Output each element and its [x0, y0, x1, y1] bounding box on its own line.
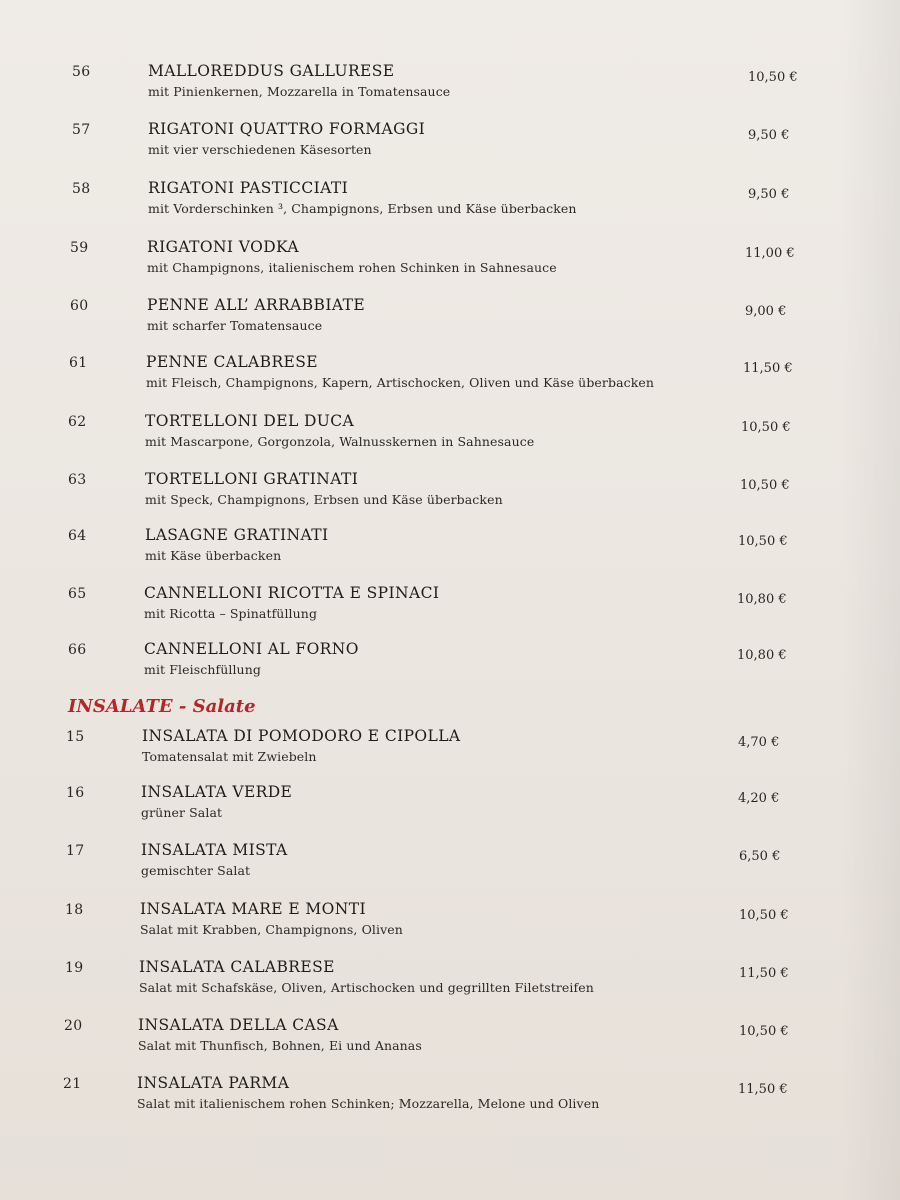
item-name: PENNE CALABRESE — [146, 353, 318, 371]
item-number: 61 — [69, 355, 88, 371]
item-description: Salat mit Schafskäse, Oliven, Artischocken und gegrillten Filetstreifen — [139, 980, 594, 995]
menu-item — [0, 296, 900, 344]
menu-item — [0, 1074, 900, 1122]
item-name: INSALATA VERDE — [141, 783, 293, 801]
item-price: 11,50 € — [738, 1082, 788, 1097]
item-price: 4,20 € — [738, 791, 780, 806]
item-price: 10,50 € — [748, 70, 798, 85]
item-name: LASAGNE GRATINATI — [145, 526, 329, 544]
item-number: 66 — [68, 642, 87, 658]
menu-item — [0, 120, 900, 168]
item-name: RIGATONI VODKA — [147, 238, 299, 256]
item-name: CANNELLONI AL FORNO — [144, 640, 359, 658]
item-price: 10,50 € — [739, 1024, 789, 1039]
item-number: 18 — [65, 902, 84, 918]
item-number: 56 — [72, 64, 91, 80]
item-name: INSALATA PARMA — [137, 1074, 290, 1092]
menu-item — [0, 783, 900, 831]
item-name: CANNELLONI RICOTTA E SPINACI — [144, 584, 440, 602]
item-price: 11,50 € — [739, 966, 789, 981]
item-description: Tomatensalat mit Zwiebeln — [142, 749, 317, 764]
item-name: INSALATA DELLA CASA — [138, 1016, 339, 1034]
item-number: 57 — [72, 122, 91, 138]
item-price: 10,50 € — [738, 534, 788, 549]
menu-item — [0, 412, 900, 460]
item-price: 9,00 € — [745, 304, 787, 319]
item-number: 63 — [68, 472, 87, 488]
item-name: RIGATONI QUATTRO FORMAGGI — [148, 120, 426, 138]
menu-item — [0, 179, 900, 227]
item-number: 17 — [66, 843, 85, 859]
menu-item — [0, 727, 900, 775]
item-description: mit Fleisch, Champignons, Kapern, Artischocken, Oliven und Käse überbacken — [146, 375, 655, 390]
menu-item — [0, 470, 900, 518]
menu-item — [0, 526, 900, 574]
item-description: gemischter Salat — [141, 863, 251, 878]
item-price: 6,50 € — [739, 849, 781, 864]
item-description: mit Mascarpone, Gorgonzola, Walnusskernen in Sahnesauce — [145, 434, 535, 449]
item-description: mit Champignons, italienischem rohen Schinken in Sahnesauce — [147, 260, 557, 275]
menu-item — [0, 1016, 900, 1064]
item-number: 62 — [68, 414, 87, 430]
item-price: 11,50 € — [743, 361, 793, 376]
item-description: mit Vorderschinken ³, Champignons, Erbsen und Käse überbacken — [148, 201, 577, 216]
item-number: 64 — [68, 528, 87, 544]
item-price: 4,70 € — [738, 735, 780, 750]
item-name: RIGATONI PASTICCIATI — [148, 179, 349, 197]
menu-item — [0, 238, 900, 286]
item-number: 15 — [66, 729, 85, 745]
item-description: mit Käse überbacken — [145, 548, 282, 563]
item-price: 10,50 € — [740, 478, 790, 493]
item-description: Salat mit Thunfisch, Bohnen, Ei und Ananas — [138, 1038, 422, 1053]
item-name: PENNE ALL’ ARRABBIATE — [147, 296, 366, 314]
item-description: mit vier verschiedenen Käsesorten — [148, 142, 372, 157]
item-name: TORTELLONI GRATINATI — [145, 470, 359, 488]
item-price: 10,50 € — [739, 908, 789, 923]
item-number: 65 — [68, 586, 87, 602]
item-price: 10,50 € — [741, 420, 791, 435]
item-name: INSALATA DI POMODORO E CIPOLLA — [142, 727, 461, 745]
section-title: INSALATE - Salate — [68, 696, 256, 717]
item-price: 9,50 € — [748, 128, 790, 143]
item-number: 58 — [72, 181, 91, 197]
item-price: 9,50 € — [748, 187, 790, 202]
item-number: 60 — [70, 298, 89, 314]
item-description: Salat mit italienischem rohen Schinken; Mozzarella, Melone und Oliven — [137, 1096, 600, 1111]
item-description: grüner Salat — [141, 805, 223, 820]
item-number: 21 — [63, 1076, 82, 1092]
item-description: mit Speck, Champignons, Erbsen und Käse überbacken — [145, 492, 503, 507]
item-number: 16 — [66, 785, 85, 801]
item-name: TORTELLONI DEL DUCA — [145, 412, 355, 430]
menu-item — [0, 584, 900, 632]
item-description: mit Fleischfüllung — [144, 662, 261, 677]
item-name: INSALATA CALABRESE — [139, 958, 335, 976]
item-description: Salat mit Krabben, Champignons, Oliven — [140, 922, 403, 937]
item-name: INSALATA MARE E MONTI — [140, 900, 366, 918]
menu-item — [0, 640, 900, 688]
item-number: 59 — [70, 240, 89, 256]
item-number: 19 — [65, 960, 84, 976]
item-description: mit Pinienkernen, Mozzarella in Tomatensauce — [148, 84, 451, 99]
item-number: 20 — [64, 1018, 83, 1034]
item-price: 11,00 € — [745, 246, 795, 261]
menu-item — [0, 841, 900, 889]
item-description: mit Ricotta – Spinatfüllung — [144, 606, 318, 621]
item-name: MALLOREDDUS GALLURESE — [148, 62, 395, 80]
menu-item — [0, 958, 900, 1006]
item-price: 10,80 € — [737, 648, 787, 663]
item-price: 10,80 € — [737, 592, 787, 607]
menu-item — [0, 353, 900, 401]
menu-item — [0, 900, 900, 948]
item-name: INSALATA MISTA — [141, 841, 288, 859]
item-description: mit scharfer Tomatensauce — [147, 318, 323, 333]
menu-item — [0, 62, 900, 110]
